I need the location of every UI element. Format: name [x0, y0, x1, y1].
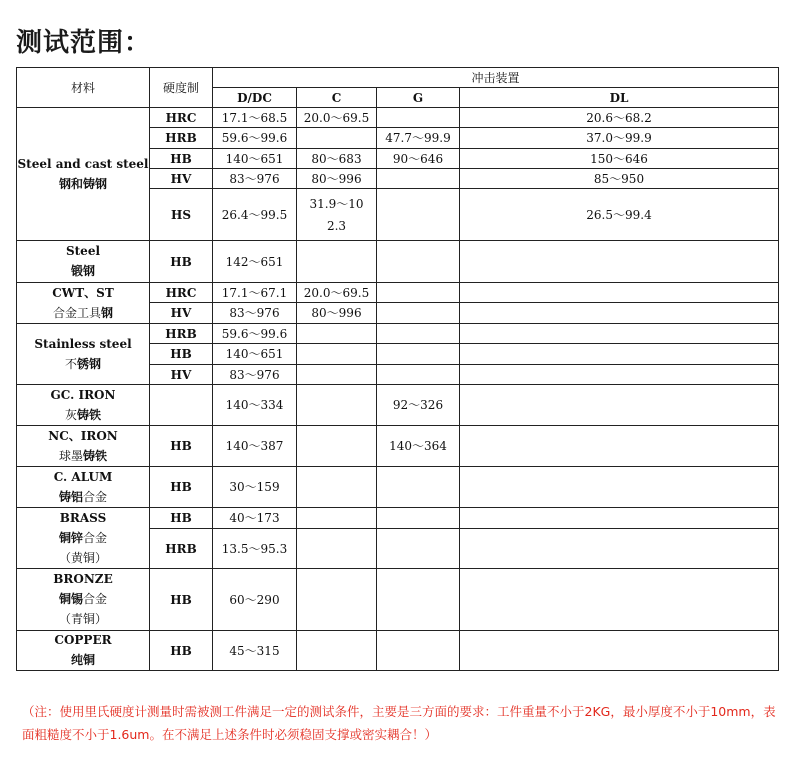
- value-cell: 20.6～68.2: [460, 108, 779, 128]
- table-row: [17, 426, 779, 467]
- value-cell: [297, 365, 377, 385]
- value-cell: 20.0～69.5: [297, 108, 377, 128]
- material-gray-iron: GC. IRON 灰铸铁: [17, 385, 150, 426]
- value-cell: [460, 426, 779, 467]
- value-cell: [377, 283, 460, 303]
- value-cell: [377, 189, 460, 241]
- value-cell: 26.4～99.5: [213, 189, 297, 241]
- scale-cell: HRC: [150, 108, 213, 128]
- value-cell: 83～976: [213, 303, 297, 324]
- material-nodular-iron: NC、IRON 球墨铸铁: [17, 426, 150, 467]
- value-cell: [460, 508, 779, 529]
- value-cell: [460, 467, 779, 508]
- header-material: 材料: [17, 68, 150, 108]
- value-cell: 140～364: [377, 426, 460, 467]
- device-g-header: G: [377, 88, 460, 108]
- scale-cell: HV: [150, 169, 213, 189]
- value-cell: [377, 241, 460, 283]
- value-cell: [460, 569, 779, 631]
- scale-cell: HRB: [150, 128, 213, 149]
- material-tool-steel: CWT、ST 合金工具钢: [17, 283, 150, 324]
- value-cell: 140～651: [213, 149, 297, 169]
- value-cell: 26.5～99.4: [460, 189, 779, 241]
- value-cell: [460, 283, 779, 303]
- scale-cell: HS: [150, 189, 213, 241]
- scale-cell: HRB: [150, 529, 213, 569]
- value-cell: [377, 569, 460, 631]
- value-cell: 80～996: [297, 169, 377, 189]
- scale-cell: HV: [150, 365, 213, 385]
- value-cell: 150～646: [460, 149, 779, 169]
- scale-cell: HB: [150, 508, 213, 529]
- value-cell: [297, 324, 377, 344]
- value-cell: [297, 128, 377, 149]
- value-cell: [377, 108, 460, 128]
- value-cell: [377, 508, 460, 529]
- value-cell: [377, 631, 460, 671]
- value-cell: [460, 385, 779, 426]
- value-cell: 30～159: [213, 467, 297, 508]
- value-cell: [377, 365, 460, 385]
- value-cell: 17.1～67.1: [213, 283, 297, 303]
- material-forged-steel: Steel 锻钢: [17, 241, 150, 283]
- value-cell: [297, 385, 377, 426]
- value-cell: 83～976: [213, 365, 297, 385]
- device-c-header: C: [297, 88, 377, 108]
- value-cell: [460, 365, 779, 385]
- material-copper: COPPER 纯铜: [17, 631, 150, 671]
- table-row: [17, 241, 779, 283]
- value-cell: 83～976: [213, 169, 297, 189]
- scale-cell: HB: [150, 569, 213, 631]
- value-cell: 17.1～68.5: [213, 108, 297, 128]
- value-cell: 140～334: [213, 385, 297, 426]
- device-dc-header: D/DC: [213, 88, 297, 108]
- hardness-range-table: [16, 67, 779, 671]
- scale-cell: HV: [150, 303, 213, 324]
- value-cell: 59.6～99.6: [213, 324, 297, 344]
- table-row: [17, 283, 779, 303]
- value-cell: [297, 569, 377, 631]
- value-cell: 80～683: [297, 149, 377, 169]
- value-cell: [377, 344, 460, 365]
- value-cell: [377, 169, 460, 189]
- value-cell: [460, 303, 779, 324]
- value-cell: [460, 241, 779, 283]
- table-row: [17, 508, 779, 529]
- value-cell: 140～651: [213, 344, 297, 365]
- header-row: [17, 68, 779, 88]
- value-cell: 80～996: [297, 303, 377, 324]
- value-cell: 31.9～102.3: [297, 189, 377, 241]
- value-cell: 90～646: [377, 149, 460, 169]
- scale-cell: HB: [150, 149, 213, 169]
- value-cell: [297, 529, 377, 569]
- value-cell: 40～173: [213, 508, 297, 529]
- device-dl-header: DL: [460, 88, 779, 108]
- value-cell: 13.5～95.3: [213, 529, 297, 569]
- scale-cell: [150, 385, 213, 426]
- scale-cell: HB: [150, 426, 213, 467]
- material-stainless-steel: Stainless steel 不锈钢: [17, 324, 150, 385]
- value-cell: 20.0～69.5: [297, 283, 377, 303]
- value-cell: 140～387: [213, 426, 297, 467]
- scale-cell: HB: [150, 344, 213, 365]
- value-cell: [297, 426, 377, 467]
- test-conditions-note: （注：使用里氏硬度计测量时需被测工件满足一定的测试条件，主要是三方面的要求：工件重量不小于2KG，最小厚度不小于10mm，表面粗糙度不小于1.6um。在不满足上述条件时必须稳固支撑或密实耦合！）: [22, 704, 776, 742]
- page-title: 测试范围：: [16, 28, 152, 58]
- value-cell: 85～950: [460, 169, 779, 189]
- header-impact-device: 冲击装置: [213, 68, 779, 88]
- table-row: [17, 385, 779, 426]
- value-cell: 45～315: [213, 631, 297, 671]
- scale-cell: HRC: [150, 283, 213, 303]
- material-steel-cast: Steel and cast steel 钢和铸钢: [17, 108, 150, 241]
- value-cell: 60～290: [213, 569, 297, 631]
- value-cell: 142～651: [213, 241, 297, 283]
- table-row: [17, 467, 779, 508]
- value-cell: [297, 344, 377, 365]
- value-cell: [297, 241, 377, 283]
- value-cell: [460, 631, 779, 671]
- value-cell: [460, 344, 779, 365]
- material-brass: BRASS 铜锌合金 （黄铜）: [17, 508, 150, 569]
- table-row: [17, 324, 779, 344]
- table-row: [17, 631, 779, 671]
- material-bronze: BRONZE 铜锡合金 （青铜）: [17, 569, 150, 631]
- value-cell: 37.0～99.9: [460, 128, 779, 149]
- value-cell: [377, 467, 460, 508]
- value-cell: [297, 508, 377, 529]
- material-cast-alum: C. ALUM 铸铝合金: [17, 467, 150, 508]
- value-cell: [297, 631, 377, 671]
- table-row: [17, 108, 779, 128]
- value-cell: 92～326: [377, 385, 460, 426]
- scale-cell: HB: [150, 631, 213, 671]
- value-cell: [377, 529, 460, 569]
- value-cell: [460, 529, 779, 569]
- value-cell: [460, 324, 779, 344]
- table-row: [17, 569, 779, 631]
- value-cell: 59.6～99.6: [213, 128, 297, 149]
- scale-cell: HB: [150, 467, 213, 508]
- value-cell: 47.7～99.9: [377, 128, 460, 149]
- value-cell: [297, 467, 377, 508]
- scale-cell: HRB: [150, 324, 213, 344]
- header-hardness-scale: 硬度制: [150, 68, 213, 108]
- value-cell: [377, 303, 460, 324]
- value-cell: [377, 324, 460, 344]
- scale-cell: HB: [150, 241, 213, 283]
